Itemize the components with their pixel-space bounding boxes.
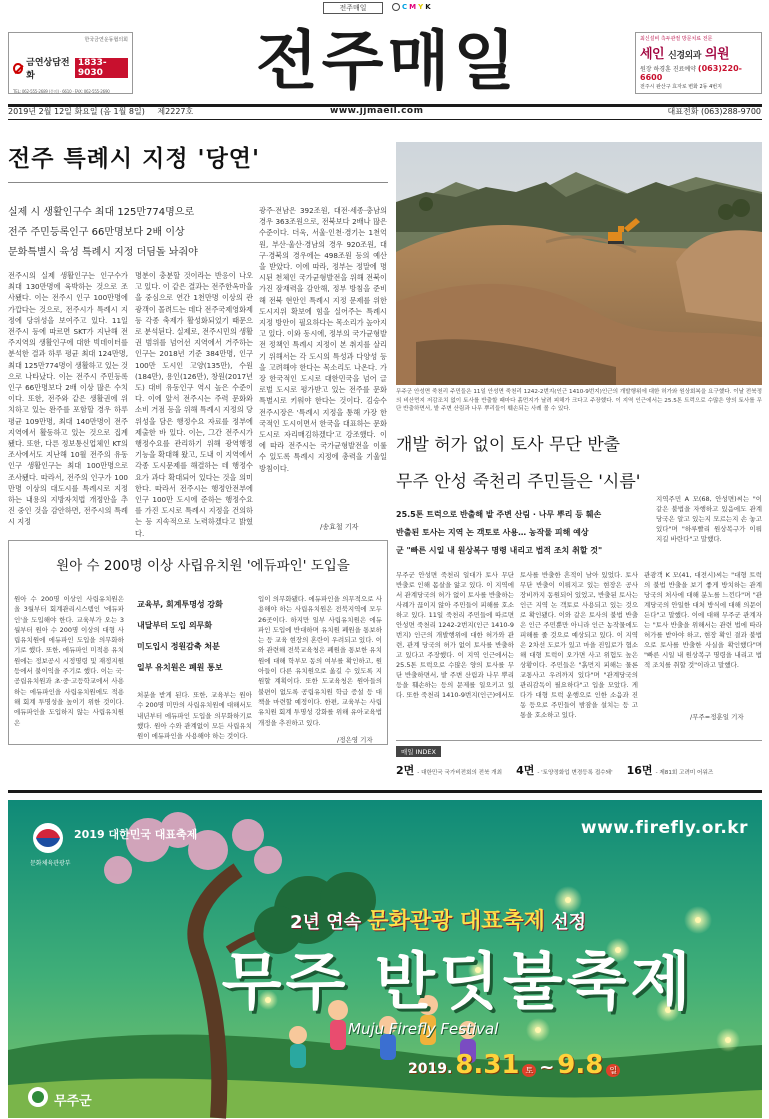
index-text[interactable]: - '토양정화업 변경등록 접수돼' <box>537 770 613 776</box>
story2-subheadline-1: 25.5톤 트럭으로 반출해 밭 주변 산림 · 나무 뿌리 등 훼손 <box>396 510 602 519</box>
story2-col-1: 무주군 안성면 죽천리 일대가 토사 무단 반출로 인해 몸살을 앓고 있다. 이 지역에서 관계당국의 허가 없이 토사를 반출하는 사례가 끊이지 않아 주민들이 피해를 호소하고 있다. 11일 죽천리 주민들에 따르면 안성면 죽천리 1242-2번지(인근 1410-9번지) 인근의 개발행위에 대한 허가와 관련, 관계 당국의 허가 없이 토사를 반출하고 있다고 주장했다. 이 지역 인근에서는 25.5톤 트럭으로 수많은 양의 토사를 무단 반출하면서, 밭 주변 산림과 나무 뿌리 등을 훼손하는 등의 문제를 일으키고 있다. 또한 죽천리 1410-9번지(인근)에서도 <box>396 571 514 699</box>
main-subheadline-2: 전주 주민등록인구 66만명보다 2배 이상 <box>8 227 185 238</box>
cmyk-m: M <box>409 3 417 11</box>
box-story-byline: /정은영 기자 <box>337 736 373 744</box>
index-rule <box>396 740 762 741</box>
index-page[interactable]: 4면 <box>516 764 535 777</box>
ad-clinic-phone: (063)220-6600 <box>640 64 742 82</box>
box-story-headline[interactable]: 원아 수 200명 이상 사립유치원 '에듀파인' 도입을 <box>56 558 350 574</box>
festival-date-start: 8.31 <box>455 1050 520 1080</box>
box-story-col-2: 처분을 받게 된다. 또한, 교육부는 원아 수 200명 미만의 사립유치원에 대해서도 내년부터 에듀파인 도입을 의무화하기로 했다. 원아 수와 관계없이 모든 사립유치원이 에듀파인을 사용해야 하는 것이다. <box>137 691 252 741</box>
main-phone: 대표전화 (063)288-9700 <box>667 107 761 116</box>
story2-col-top: 지역주민 A 모(68, 안성면)씨는 "이 같은 불법을 자행하고 있음에도 관계 당국은 알고 있는지 모르는지 손 놓고 있다"며 "하루빨리 원상복구가 이뤄지길 바란다"고 말했다. <box>656 495 762 543</box>
festival-english-title: Muju Firefly Festival <box>348 1020 499 1038</box>
headline-rule <box>8 182 388 183</box>
photo-caption: 무주군 안성면 죽천리 주민들은 11일 안성면 죽천리 1242-2번지(인근 1410-9번지)인근의 개발행위에 대한 허가와 원상회복을 요구했다. 이날 전북정의 비산먼지 저감조치 없이 토사를 반출할 때마다 흙먼지가 날려 피해가 크다고 주장했다. 이 지역 인근에서는 25.5톤 트럭으로 수많은 양의 토사를 무단 반출하면서, 밭 주변 산림과 나무 뿌리들이 훼손되는 사례 볼 수 있다. <box>396 389 762 412</box>
box-bullet: 교육부, 회계투명성 강화 <box>137 600 223 609</box>
story2-byline: /무주=정훈일 기자 <box>690 713 744 721</box>
issue-date: 2019년 2월 12일 화요일 (음 1월 8일) <box>8 107 145 116</box>
index-page[interactable]: 2면 <box>396 764 415 777</box>
masthead-title: 전주매일 <box>255 25 520 99</box>
ad-tag: 최신설비 측두관절 방문치료 전문 <box>640 36 713 42</box>
festival-end-day: 일 <box>606 1064 620 1077</box>
box-story-col-1: 원아 수 200명 이상인 사립유치원은 올 3월부터 회계관리시스템인 '에듀파인'을 도입해야 한다. 교육부가 오는 3월부터 원아 수 200명 이상의 대형 사립유치원에 에듀파인 도입을 의무화하기로 했다. 또한, 에듀파인 미적용 유치원에는 정보공시 시정명령 및 재정지원 등에서 불이익을 주기로 했다. 이는 국·공립유치원과 초·중·고등학교에서 사용하는 에듀파인을 사립유치원에도 적용해 회계 투명성을 높이기 위한 것이다. 에듀파인을 도입하지 않는 사립유치원은 <box>14 595 124 727</box>
ad-clinic-name-main: 세인 <box>640 47 665 62</box>
main-subheadline-1: 실제 시 생활인구수 최대 125만774명으로 <box>8 207 195 218</box>
festival-top-label: 2019 대한민국 대표축제 <box>74 828 198 841</box>
main-byline: /송효철 기자 <box>320 523 359 531</box>
ad-phone-label: 진료예약 <box>672 66 696 73</box>
registration-circle-icon <box>392 3 400 11</box>
festival-banner-suffix: 선정 <box>551 912 586 933</box>
main-article-col-3: 광주·전남은 392조원, 대전·세종·충남의 경우 363조원으로, 전북보다 2배나 많은 수준이다. 더욱, 서울·인천·경기는 1천억원, 부산·울산·경남의 경우 920조원, 대구·경북의 경우에는 498조원 등의 예산을 받았다. 이에 따라, 정부는 정말에 명시된 천체인 국가균형발전을 위해 전북이 가진 잠재력을 감안해, 정부 방침을 준비해 전북 현안인 특례시 지정 문제를 위한 도시지위 확보에 힘을 실어주는 특례시 지정 방안이 필요하다는 목소리가 높아지고 있다. 이와 동시에, 정부의 국가균형발전 정책인 특례시 지정이 본 취지를 살리기 위해서는 각 도시의 특성과 다양성 등을 고려해야 한다는 목소리도 나온다. 가장 한국적인 도시로 대한민국을 넘어 글로벌 도시로 평가받고 있는 전주를 문화특별시로 키워야 한다는 것이다. 김승수 전주시장은 '특례시 지정을 통해 가장 한국적인 도시이면서 한국을 대표하는 문화도시로 자리매김하겠다'고 강조했다. 이에 따라 전주시는 국가균형발전을 이룰 수 있도록 특례시 지정에 총력을 기울일 방침이다. <box>259 206 387 473</box>
index-list <box>396 762 762 778</box>
news-photo-earthworks[interactable] <box>396 142 762 385</box>
dateline <box>8 106 193 117</box>
index-text[interactable]: - 제81회 고려미 어워즈 <box>655 770 714 776</box>
ad-line <box>13 55 128 81</box>
main-subheadline-3: 문화특별시 육성 특례시 지정 더딤돌 놔줘야 <box>8 247 198 258</box>
story2-headline-2[interactable]: 무주 안성 죽천리 주민들은 '시름' <box>396 472 641 492</box>
festival-title: 무주 반딧불축제 <box>221 945 695 1018</box>
box-bullet: 일부 유치원은 폐원 통보 <box>137 663 223 672</box>
festival-date-end: 9.8 <box>557 1050 604 1080</box>
cmyk-registration <box>392 3 431 11</box>
index-page[interactable]: 16면 <box>626 764 653 777</box>
box-bullet: 미도입시 정원감축 처분 <box>137 642 220 651</box>
festival-banner <box>218 904 658 935</box>
cmyk-c: C <box>402 3 408 11</box>
main-article-col-2: 명분이 충분할 것이라는 반응이 나오고 있다. 이 같은 결과는 전주한옥마을을 중심으로 연간 1천만명 이상의 관광객이 몰려드는 데다 전주국제영화제 등 각종 축제가 활성화되었기 때문으로 분석된다. 실제로, 전주시민의 생활권 범위를 넘어선 지역에서 거주하는 인구는 2018년 기준 384만명, 인구 100만 도시인 고양(135만), 수원(184만), 용인(126만), 창원(2017년도) 대비 유동인구 역시 높은 수준이다. 이에 앞서 전주시는 주력 문화와 소비 거점 등을 위해 특례시 지정의 당위성을 담은 행정수요 자료를 정부에 제출한 바 있다. 이는, 그간 전주시가 행정수요를 관리하기 위해 광역행정 기능을 확대해 왔고, 도내 이 지역에서 각종 도시문제를 해결하는 데 행정수요가 과다 확대되어 있다는 것을 의미한다. 따라서 전주시는 행정안전부에 인구 100만 도시에 준하는 행정수요를 가진 도시로 특례시 지정을 건의하는 등 지속적으로 노력하겠다고 밝혔다. <box>135 271 253 538</box>
ad-clinic-phone-line <box>640 64 757 82</box>
ad-fine-print: TEL: 062-555-2689 (문의) · 6610 · FAX: 062-555-2690 <box>13 89 110 94</box>
story2-subheadline-2: 반출된 토사는 지역 논 객토로 사용… 농작물 피해 예상 <box>396 528 589 537</box>
story2-subheadline-3: 군 "빠른 시일 내 원상복구 명령 내리고 법적 조치 취할 것" <box>396 546 603 555</box>
header-ad-right[interactable] <box>635 32 762 94</box>
story2-col-3: 관광객 K 모(41, 대전시)씨는 "대형 트럭의 불법 반출을 보기 좋게 방치하는 관계 당국의 처사에 대해 분노를 느낀다"며 "관계당국의 안일한 대처 방식에 대해 의문이 든다"고 말했다. 이에 대해 무주군 관계자는 "토사 반출을 위해서는 관련 법에 따라 허가를 받아야 하고, 현장 확인 결과 불법으로 토사를 반출한 사실을 확인했다"며 "빠른 시일 내 원상복구 명령을 내리고 법적 조치를 취할 것"이라고 말했다. <box>644 571 762 669</box>
ad-doctor: 원장 하경훈 <box>640 66 671 73</box>
issue-number: 제2227호 <box>157 107 194 116</box>
festival-url[interactable]: www.firefly.or.kr <box>580 818 748 838</box>
ad-clinic-name-sub: 신경외과 <box>668 51 701 61</box>
ad-separator-rule <box>8 790 762 793</box>
no-smoking-icon <box>13 63 23 74</box>
festival-banner-highlight: 문화관광 대표축제 <box>367 909 545 934</box>
photo-illustration <box>396 142 762 385</box>
ad-org: 한국금연운동협의회 <box>84 37 128 43</box>
festival-ministry: 문화체육관광부 <box>30 860 71 867</box>
festival-year: 2019. <box>408 1061 453 1077</box>
ad-clinic-name-tail: 의원 <box>704 47 730 62</box>
festival-ad[interactable] <box>8 800 762 1118</box>
story2-headline-1[interactable]: 개발 허가 없이 토사 무단 반출 <box>396 435 621 455</box>
box-story-bullets <box>137 594 249 678</box>
cmyk-k: K <box>425 3 431 11</box>
print-mark: 전주매일 <box>323 2 383 14</box>
main-headline[interactable]: 전주 특례시 지정 '당연' <box>8 146 261 172</box>
festival-date-sep: ~ <box>539 1057 555 1078</box>
festival-county: 무주군 <box>54 1094 92 1109</box>
box-bullet: 내달부터 도입 의무화 <box>137 621 213 630</box>
ad-clinic-name <box>640 43 757 62</box>
festival-start-day: 토 <box>522 1064 536 1077</box>
website-link[interactable]: www.jjmaeil.com <box>330 106 424 116</box>
box-story-col-3: 입이 의무화됐다. 에듀파인을 의무적으로 사용해야 하는 사립유치원은 전북지역에 모두 26곳이다. 하지만 일부 사립유치원은 에듀파인 도입에 반대하며 유치원 폐원을 통보하는 등 교육 현장의 혼란이 우려되고 있다. 이와 관련해 전북교육청은 폐원을 통보한 유치원에 대해 학부모 동의 여부를 확인하고, 원아들이 다른 유치원으로 옮길 수 있도록 지원할 계획이다. 또한 도교육청은 원아들의 불편이 없도록 공립유치원 학급 증설 등 대책을 마련할 예정이다. 한편, 교육부는 사립유치원 회계 투명성 강화를 위해 유아교육법 개정을 추진하고 있다. <box>258 595 382 727</box>
header-ad-left[interactable] <box>8 32 133 94</box>
story2-col-2: 토사를 반출한 흔적이 남아 있었다. 토사 무단 반출이 이뤄지고 있는 현장은 공사 장비까지 동원되어 있었고, 반출된 토사는 인근 지역 논 객토로 사용되고 있는 것으로 확인됐다. 이와 같은 토사의 불법 반출은 인근 주민뿐만 아니라 인근 농작물에도 피해를 줄 것으로 예상되고 있다. 이 지역은 2차선 도로가 있고 마을 진입로가 협소해 대형 트럭이 오가면 사고 위험도 높은 상황이다. 주민들은 "흙먼지 피해는 물론 교통사고 우려까지 있다"며 "관계당국의 관리감독이 필요하다"고 입을 모았다. 게다가 대형 트럭 운행으로 인한 소음과 진동 등으로 주민들이 밤잠을 설치는 등 고통을 호소하고 있다. <box>520 571 638 719</box>
index-text[interactable]: - 대한민국 국가비전회의 전북 개최 <box>417 770 503 776</box>
index-label: 매일 INDEX <box>396 746 441 757</box>
ad-clinic-address: 전주시 완산구 효자로 변화 2동 4번지 <box>640 84 722 90</box>
ad-title: 금연상담전화 <box>26 58 70 81</box>
cmyk-y: Y <box>418 3 424 11</box>
main-article-col-1: 전주시의 실제 생활인구는 인구수가 최대 130만명에 육박하는 것으로 조사됐다. 이는 전주시 인구 100만명에 가깝다는 것으로, 전주시가 특례시 지정에 당위성을 보여주고 있다. 11일 전주시 등에 따르면 SKT가 지난해 전주지역의 생활인구에 대한 빅데이터를 분석한 결과 하루 평균 최대 124만명, 최대 125만774명이 생활하고 있는 것으로 나타났다. 이는 전주시 주민등록인구 66만명보다 2배 이상 많은 수치이다. 또한, 전주와 같은 생활권에 위치하고 있는 완주를 포함할 경우 하루 평균 109만명, 최대 140만명이 전주지역에서 활동하고 있는 것으로 집계됐다. 또한, 다른 정보통신업체인 KT의 조사에서도 지난해 10월 전주의 유동인구 생활인구는 최대 100만명으로 조사됐다. 따라서, 전주의 인구가 100만명 이상의 대도시를 특례시로 지정하는 내용의 지방자치법 개정안을 추진 중인 것을 감안하면, 전주시의 특례시 지정 <box>8 271 128 527</box>
ad-phone: 1833-9030 <box>75 58 128 78</box>
festival-dates <box>408 1050 620 1080</box>
festival-banner-prefix: 2년 연속 <box>290 912 361 933</box>
